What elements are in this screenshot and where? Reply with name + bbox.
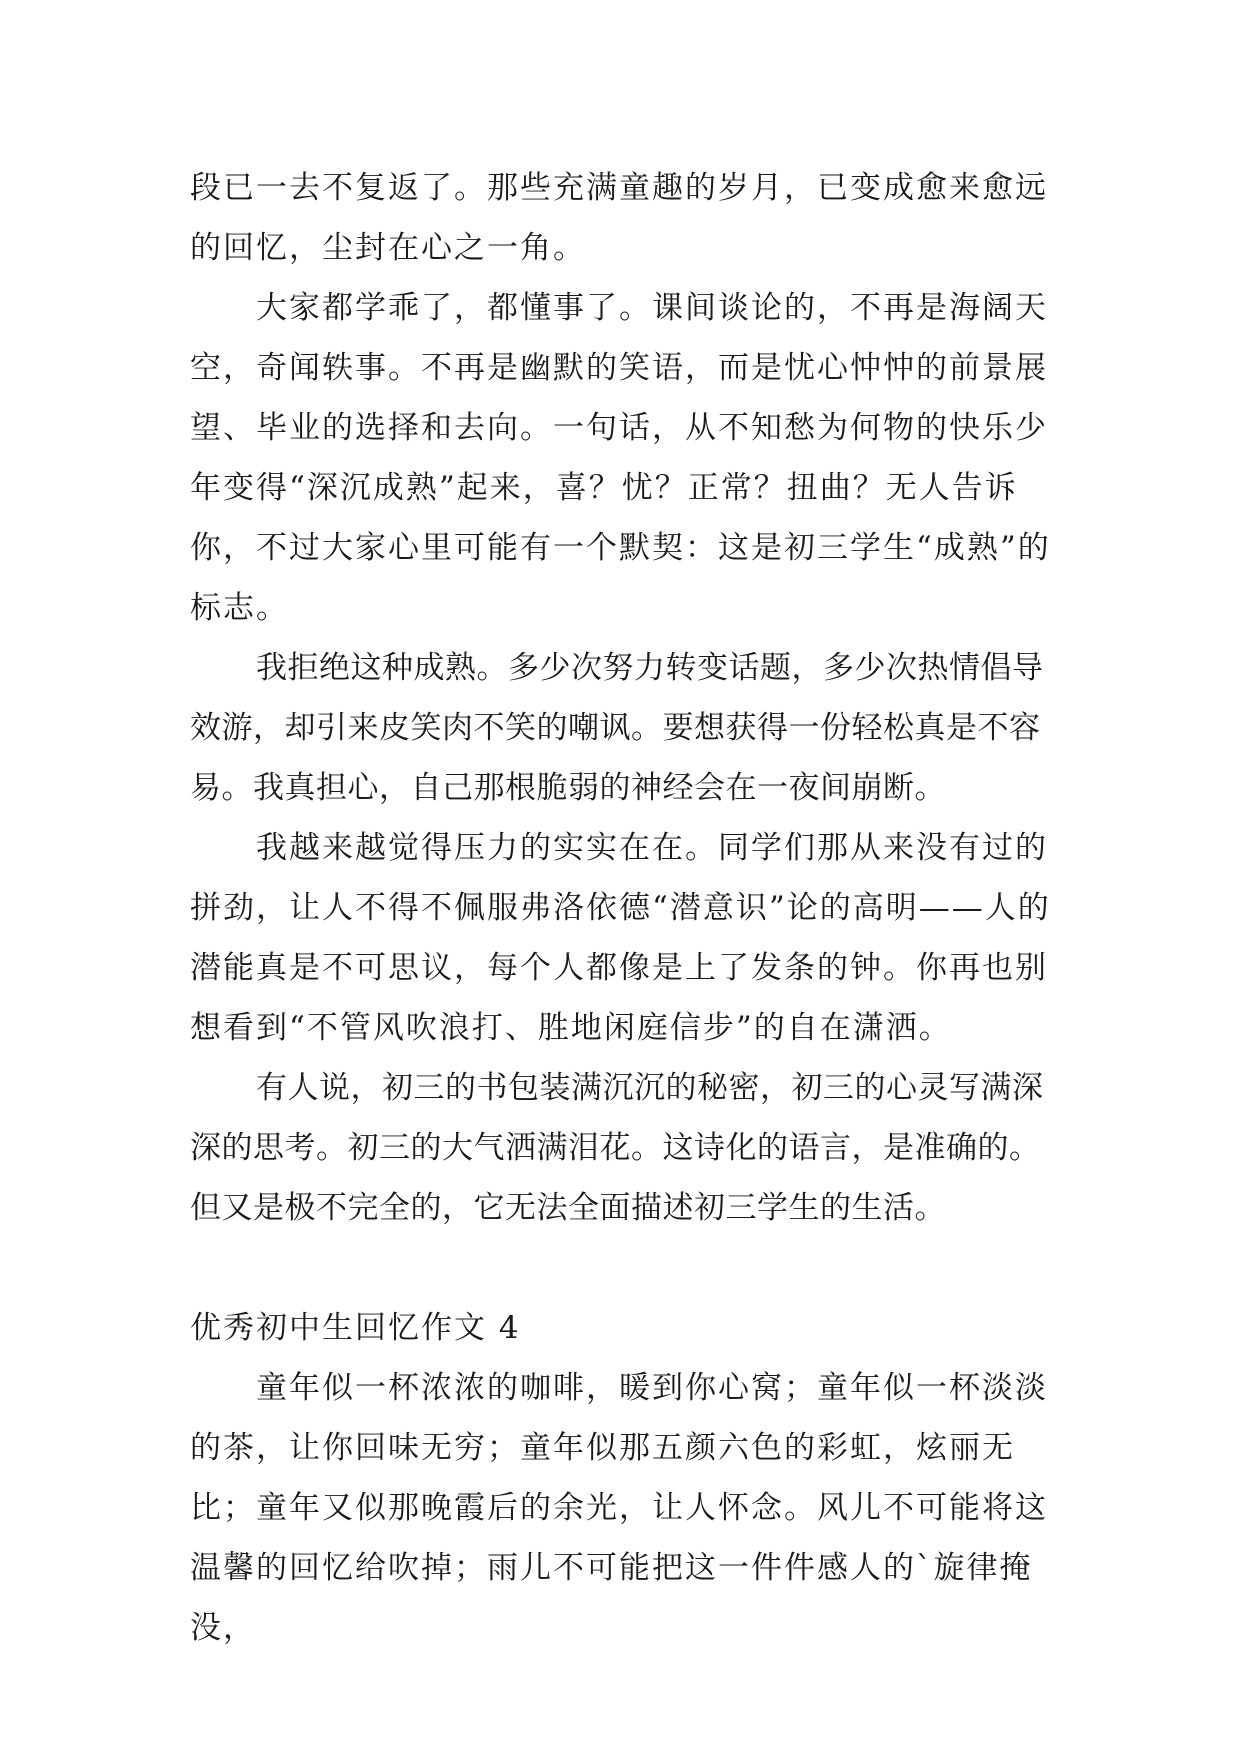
paragraph-2: 大家都学乖了，都懂事了。课间谈论的，不再是海阔天空，奇闻轶事。不再是幽默的笑语，而是忧心忡忡的前景展望、毕业的选择和去向。一句话，从不知愁为何物的快乐少年变得“深沉成熟”起来，喜？忧？正常？扭曲？无人告诉你，不过大家心里可能有一个默契：这是初三学生“成熟”的标志。 <box>190 290 1051 626</box>
paragraph-4: 我越来越觉得压力的实实在在。同学们那从来没有过的拼劲，让人不得不佩服弗洛依德“潜意识”论的高明——人的潜能真是不可思议，每个人都像是上了发条的钟。你再也别想看到“不管风吹浪打、胜地闲庭信步”的自在潇洒。 <box>190 830 1051 1046</box>
paragraph-3: 我拒绝这种成熟。多少次努力转变话题，多少次热情倡导效游，却引来皮笑肉不笑的嘲讽。要想获得一份轻松真是不容易。我真担心，自己那根脆弱的神经会在一夜间崩断。 <box>190 650 1044 806</box>
paragraph-6: 童年似一杯浓浓的咖啡，暖到你心窝；童年似一杯淡淡的茶，让你回味无穷；童年似那五颜六色的彩虹，炫丽无比；童年又似那晚霞后的余光，让人怀念。风儿不可能将这温馨的回忆给吹掉；雨儿不可能把这一件件感人的`旋律掩没， <box>190 1370 1048 1646</box>
section-heading: 优秀初中生回忆作文 4 <box>190 1310 521 1346</box>
paragraph-1: 段已一去不复返了。那些充满童趣的岁月，已变成愈来愈远的回忆，尘封在心之一角。 <box>190 170 1048 266</box>
document-body <box>190 158 1070 1658</box>
paragraph-5: 有人说，初三的书包装满沉沉的秘密，初三的心灵写满深深的思考。初三的大气洒满泪花。这诗化的语言，是准确的。但又是极不完全的，它无法全面描述初三学生的生活。 <box>190 1070 1044 1226</box>
